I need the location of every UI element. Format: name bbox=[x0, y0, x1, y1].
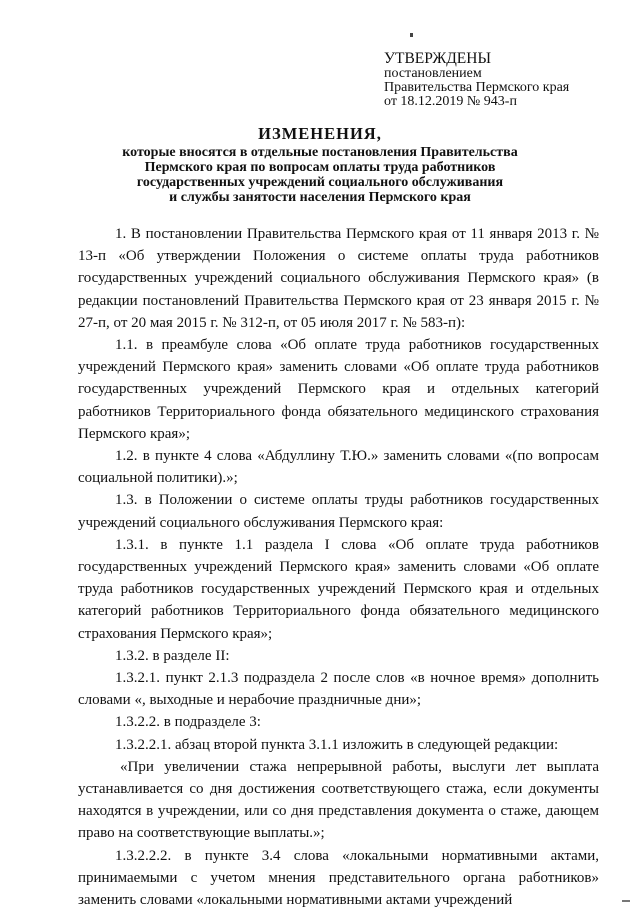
scan-speck bbox=[410, 33, 413, 37]
paragraph-1-3-2: 1.3.2. в разделе II: bbox=[115, 647, 230, 664]
document-subtitle bbox=[80, 145, 560, 205]
scan-edge-mark bbox=[622, 900, 630, 902]
paragraph-1: 1. В постановлении Правительства Пермского края от 11 января 2013 г. № 13-п «Об утверждении Положения о системе оплаты труда работников государственных учреждений социального обслуживания Пермского края» (в редакции постановлений Правительства Пермского края от 23 января 2015 г. № 27-п, от 20 мая 2015 г. № 312-п, от 05 июля 2017 г. № 583-п): bbox=[78, 226, 599, 331]
document-title: ИЗМЕНЕНИЯ, bbox=[258, 124, 382, 143]
paragraph-1-3-2-2-2: 1.3.2.2.2. в пункте 3.4 слова «локальными нормативными актами, принимаемыми с учетом мнения представительного органа работников» заменить словами «локальными нормативными актами учреждений bbox=[78, 847, 599, 909]
paragraph-1-3-2-1: 1.3.2.1. пункт 2.1.3 подраздела 2 после слов «в ночное время» дополнить словами «, выходные и нерабочие праздничные дни»; bbox=[78, 670, 599, 709]
approval-line-approved: УТВЕРЖДЕНЫ bbox=[384, 50, 491, 67]
approval-stamp bbox=[384, 50, 569, 109]
approval-line-date-number: от 18.12.2019 № 943-п bbox=[384, 94, 517, 109]
approval-line-resolution: постановлением bbox=[384, 66, 482, 81]
paragraph-1-2: 1.2. в пункте 4 слова «Абдуллину Т.Ю.» заменить словами «(по вопросам социальной политики).»; bbox=[78, 448, 599, 487]
subtitle-line: которые вносятся в отдельные постановления Правительства bbox=[122, 145, 518, 160]
paragraph-1-1: 1.1. в преамбуле слова «Об оплате труда работников государственных учреждений Пермского края» заменить словами «Об оплате труда работников государственных учреждений Пермского края и отдельных категорий работников Территориального фонда обязательного медицинского страхования Пермского края»; bbox=[78, 337, 599, 442]
approval-line-government: Правительства Пермского края bbox=[384, 80, 570, 95]
subtitle-line: и службы занятости населения Пермского края bbox=[169, 190, 471, 205]
paragraph-1-3-2-2-1: 1.3.2.2.1. абзац второй пункта 3.1.1 изложить в следующей редакции: bbox=[115, 736, 559, 753]
document-body bbox=[78, 223, 599, 911]
subtitle-line: Пермского края по вопросам оплаты труда работников bbox=[144, 160, 496, 175]
paragraph-1-3-1: 1.3.1. в пункте 1.1 раздела I слова «Об оплате труда работников государственных учреждений Пермского края» заменить словами «Об оплате труда работников государственных учреждений Пермского края и отдельных категорий работников Территориального фонда обязательного медицинского страхования Пермского края»; bbox=[78, 536, 599, 642]
paragraph-1-3: 1.3. в Положении о системе оплаты труды работников государственных учреждений социального обслуживания Пермского края: bbox=[78, 492, 599, 531]
paragraph-1-3-2-2: 1.3.2.2. в подразделе 3: bbox=[115, 714, 261, 731]
quoted-paragraph: «При увеличении стажа непрерывной работы, выслуги лет выплата устанавливается со дня достижения соответствующего стажа, если документы находятся в учреждении, или со дня представления документа о стаже, дающем право на соответствующие выплаты.»; bbox=[78, 758, 599, 842]
subtitle-line: государственных учреждений социального обслуживания bbox=[136, 175, 504, 190]
